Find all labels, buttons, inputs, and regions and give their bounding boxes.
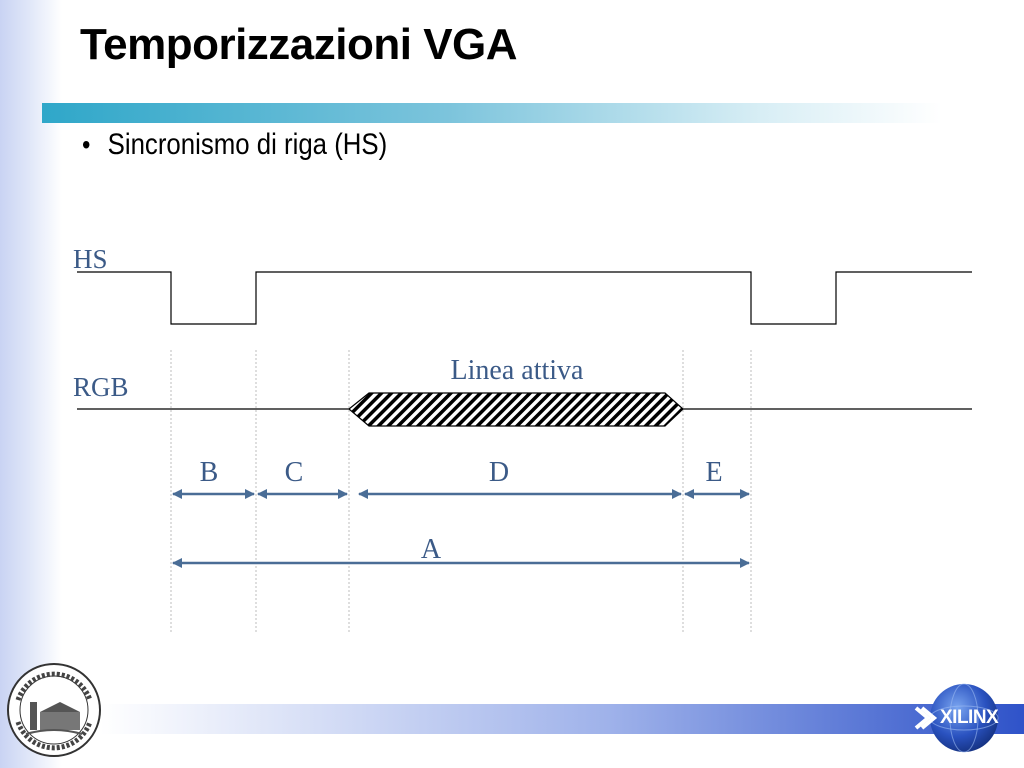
hs-waveform [77, 272, 972, 324]
bullet-dot: • [82, 129, 91, 160]
interval-label-b: B [199, 457, 219, 488]
interval-label-a: A [420, 534, 442, 565]
rgb-signal-label: RGB [73, 372, 129, 402]
hs-signal-label: HS [73, 244, 108, 274]
university-seal-logo [0, 660, 108, 760]
bullet-text: Sincronismo di riga (HS) [107, 128, 388, 161]
interval-label-e: E [705, 457, 723, 488]
interval-label-c: C [284, 457, 304, 488]
slide-title: Temporizzazioni VGA [80, 20, 518, 69]
active-line-block [349, 393, 683, 426]
xilinx-logo-text: XILINX [940, 707, 999, 728]
footer-gradient-bar [100, 704, 1024, 734]
active-line-label: Linea attiva [450, 355, 584, 386]
interval-label-d: D [488, 457, 510, 488]
interval-arrows [173, 494, 749, 563]
vertical-guides [171, 350, 751, 632]
